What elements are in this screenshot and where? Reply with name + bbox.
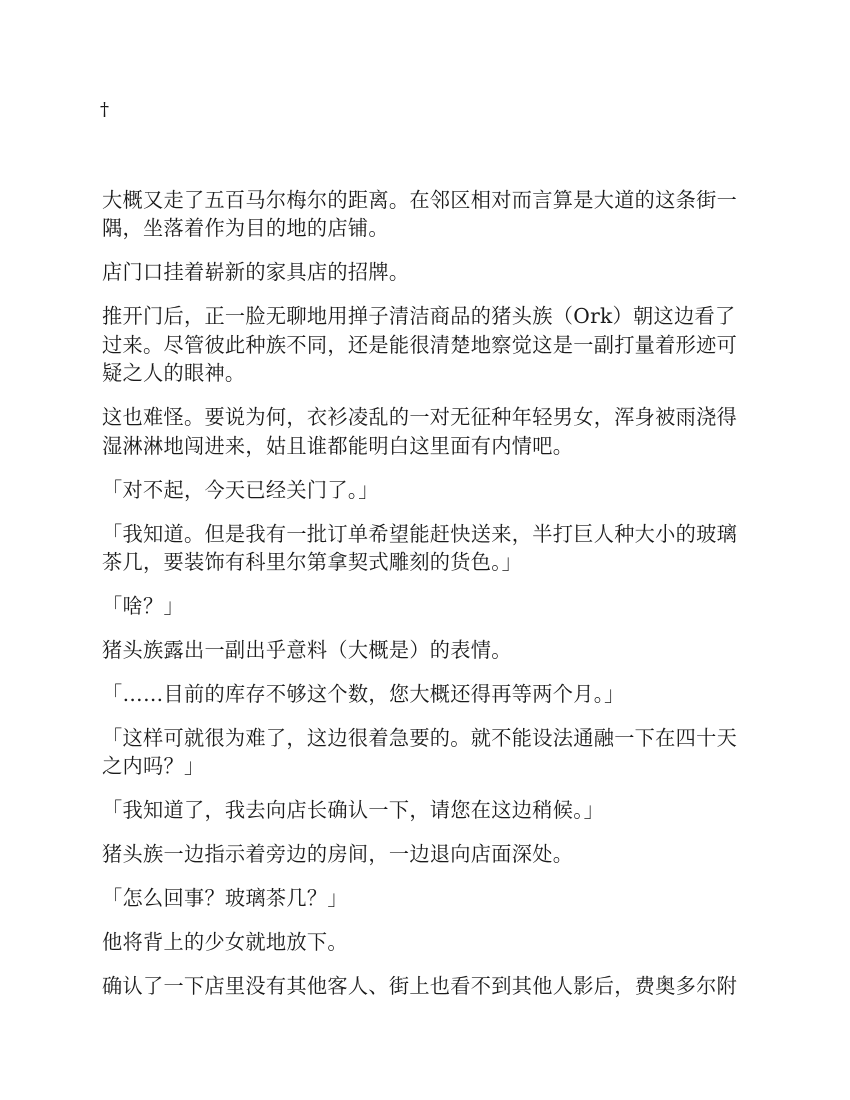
paragraph: 大概又走了五百马尔梅尔的距离。在邻区相对而言算是大道的这条街一隅，坐落着作为目的地的店铺。 <box>102 188 738 241</box>
paragraph: 「……目前的库存不够这个数，您大概还得再等两个月。」 <box>102 682 625 707</box>
paragraph: 他将背上的少女就地放下。 <box>102 930 348 955</box>
paragraph: 猪头族一边指示着旁边的房间，一边退向店面深处。 <box>102 842 574 867</box>
paragraph: 「我知道。但是我有一批订单希望能赶快送来，半打巨人种大小的玻璃茶几，要装饰有科里尔第拿契式雕刻的货色。」 <box>102 521 738 575</box>
body-text <box>102 186 752 1016</box>
paragraph: 推开门后，正一脸无聊地用掸子清洁商品的猪头族（Ork）朝这边看了过来。尽管彼此种族不同，还是能很清楚地察觉这是一副打量着形迹可疑之人的眼神。 <box>102 304 738 386</box>
paragraph: 「怎么回事？玻璃茶几？」 <box>102 886 348 911</box>
paragraph: 「啥？」 <box>102 594 184 619</box>
paragraph: 「对不起，今天已经关门了。」 <box>102 477 379 502</box>
paragraph: 店门口挂着崭新的家具店的招牌。 <box>102 260 410 285</box>
paragraph: 「我知道了，我去向店长确认一下，请您在这边稍候。」 <box>102 798 605 823</box>
paragraph: 猪头族露出一副出乎意料（大概是）的表情。 <box>102 638 512 663</box>
paragraph: 这也难怪。要说为何，衣衫凌乱的一对无征种年轻男女，浑身被雨浇得湿淋淋地闯进来，姑且谁都能明白这里面有内情吧。 <box>102 405 738 458</box>
paragraph: 「这样可就很为难了，这边很着急要的。就不能设法通融一下在四十天之内吗？」 <box>102 726 738 779</box>
paragraph: 确认了一下店里没有其他客人、街上也看不到其他人影后，费奥多尔附 <box>102 974 738 999</box>
section-marker: † <box>100 99 109 120</box>
